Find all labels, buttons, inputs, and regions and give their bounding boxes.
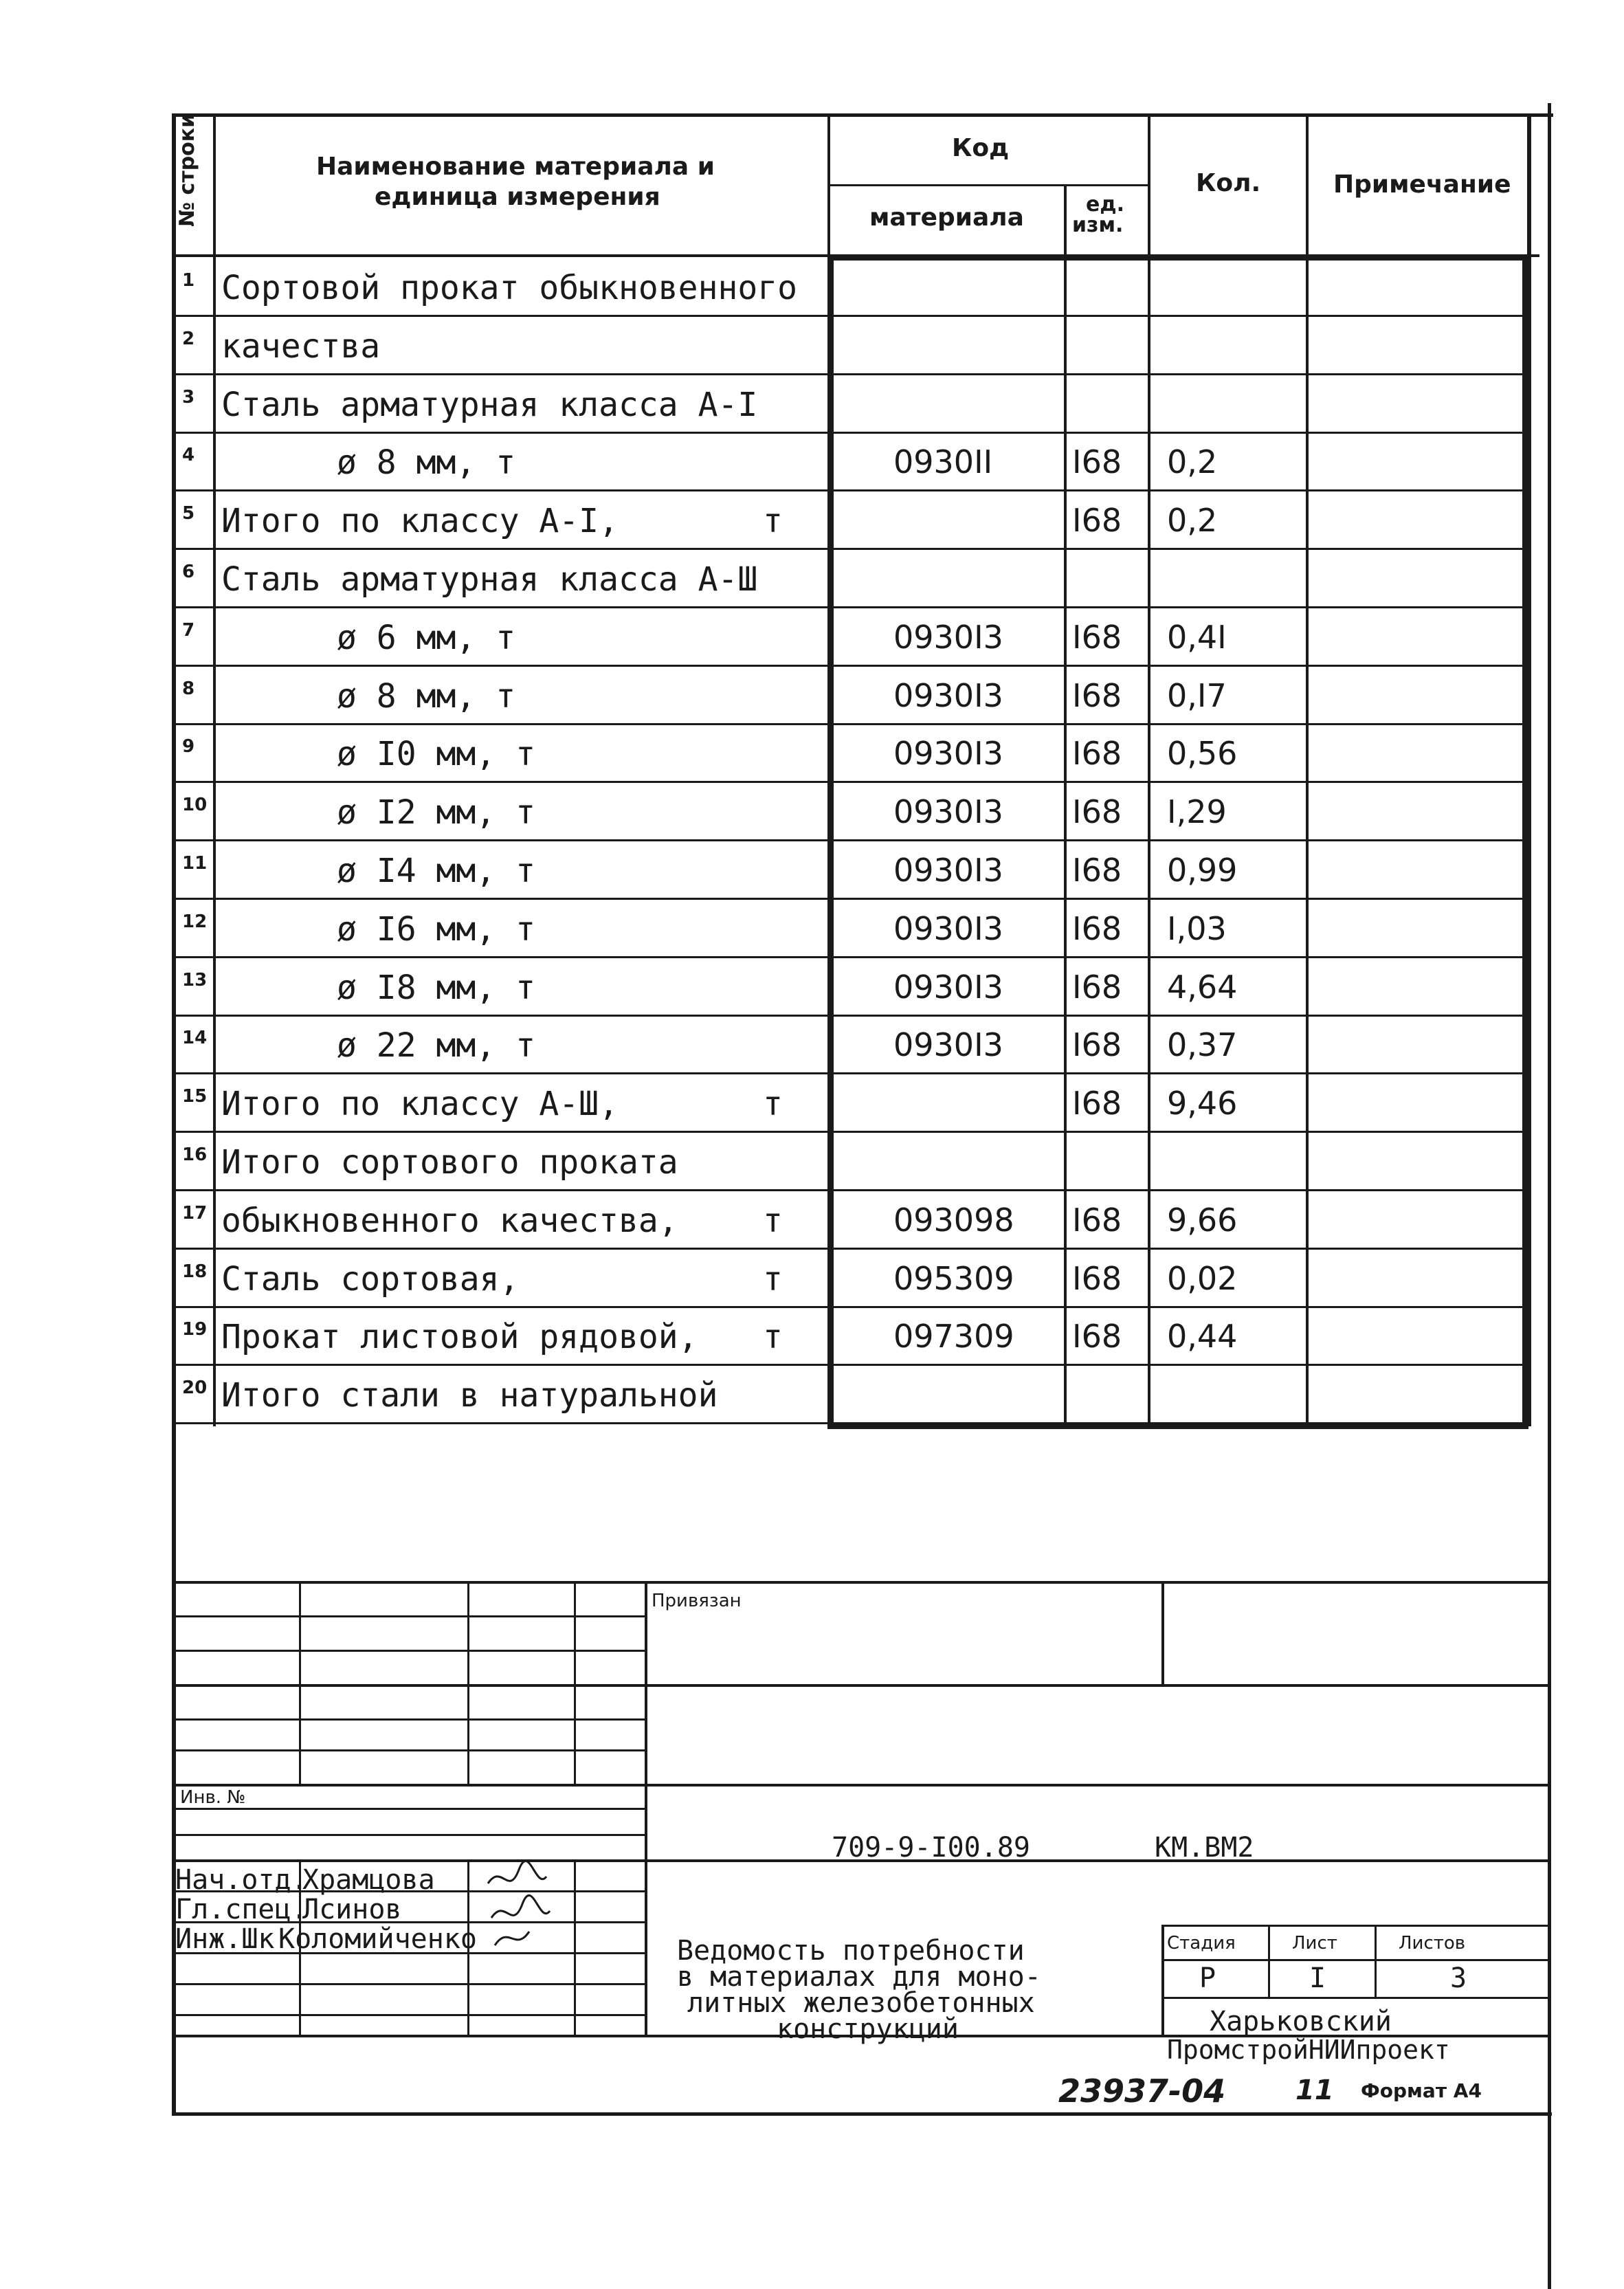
- note-header: Примечание: [1333, 170, 1511, 199]
- row-number: 9: [182, 736, 195, 757]
- quantity: 9,46: [1167, 1085, 1238, 1122]
- material-code: 0930I3: [893, 852, 1003, 889]
- staff-name: Лсинов: [302, 1894, 402, 1925]
- row-number: 13: [182, 970, 208, 991]
- row-separator: [172, 1248, 1529, 1250]
- staff-name: Коломийченко: [278, 1923, 477, 1955]
- row-number: 18: [182, 1261, 208, 1282]
- quantity: 0,56: [1167, 735, 1238, 772]
- quantity: 4,64: [1167, 969, 1238, 1006]
- row-number: 17: [182, 1203, 208, 1224]
- material-name: Сталь сортовая,: [221, 1260, 520, 1298]
- row-number: 2: [182, 329, 195, 349]
- row-separator: [172, 956, 1529, 958]
- unit-suffix: т: [763, 1085, 783, 1123]
- tb-stage-vline: [1375, 1925, 1377, 1997]
- doc-title-line2: в материалах для моно-: [677, 1961, 1041, 1993]
- tb-vline: [467, 1581, 469, 1784]
- tb-left-row: [172, 1834, 646, 1836]
- quantity: 0,37: [1167, 1026, 1238, 1063]
- unit-code: I68: [1072, 1318, 1122, 1355]
- quantity: 9,66: [1167, 1202, 1238, 1239]
- unit-code: I68: [1072, 793, 1122, 830]
- row-number: 4: [182, 445, 195, 465]
- col-line-unit: [1064, 184, 1067, 1426]
- unit-suffix: т: [763, 1318, 783, 1356]
- material-name: ø 6 мм, т: [337, 619, 516, 657]
- row-number: 5: [182, 503, 195, 524]
- material-code: 095309: [893, 1260, 1014, 1297]
- row-separator: [172, 489, 1529, 491]
- frame-bottom: [172, 2112, 1552, 2116]
- doc-title-line4: конструкций: [777, 2013, 959, 2045]
- material-name: ø I6 мм, т: [337, 910, 535, 949]
- unit-code: I68: [1072, 443, 1122, 480]
- doc-title-line1: Ведомость потребности: [677, 1935, 1025, 1967]
- material-name: обыкновенного качества,: [221, 1202, 678, 1240]
- material-name: Сортовой прокат обыкновенного: [221, 269, 798, 307]
- tb-line: [172, 1784, 1550, 1787]
- row-number: 11: [182, 853, 208, 874]
- page-number: 11: [1295, 2075, 1334, 2106]
- frame-left: [172, 113, 176, 2114]
- tb-stage-line: [1161, 1997, 1550, 1999]
- row-separator: [172, 373, 1529, 375]
- frame-right: [1548, 103, 1551, 2289]
- row-separator: [172, 665, 1529, 667]
- unit-code: I68: [1072, 852, 1122, 889]
- quantity: 0,2: [1167, 502, 1218, 539]
- unit-suffix: т: [763, 1260, 783, 1298]
- row-separator: [172, 315, 1529, 317]
- row-separator: [172, 1131, 1529, 1133]
- unit-code: I68: [1072, 969, 1122, 1006]
- sheets-value: 3: [1450, 1962, 1467, 1994]
- code-header: Код: [952, 134, 1010, 162]
- tb-vline: [574, 1581, 576, 1784]
- row-separator: [172, 1072, 1529, 1074]
- privyazan-label: Привязан: [652, 1591, 742, 1611]
- data-box-left: [827, 254, 834, 1428]
- inv-no-label: Инв. №: [180, 1787, 246, 1808]
- tb-vline: [1161, 1925, 1164, 2035]
- unit-code: I68: [1072, 910, 1122, 947]
- row-number: 19: [182, 1319, 208, 1340]
- material-header: материала: [869, 203, 1024, 232]
- unit-suffix: т: [763, 1202, 783, 1240]
- tb-left-row: [172, 1808, 646, 1810]
- row-number: 8: [182, 678, 195, 699]
- row-number-header: № строки: [175, 113, 199, 227]
- tb-vline: [299, 1581, 301, 1784]
- sheets-label: Листов: [1399, 1933, 1466, 1954]
- quantity: 0,44: [1167, 1318, 1238, 1355]
- row-separator: [172, 1422, 1529, 1424]
- format-label: Формат А4: [1361, 2079, 1482, 2102]
- unit-code: I68: [1072, 677, 1122, 714]
- staff-role: Нач.отд.: [175, 1864, 308, 1896]
- unit-code: I68: [1072, 619, 1122, 656]
- row-separator: [172, 1189, 1529, 1191]
- stage-label: Стадия: [1167, 1933, 1236, 1954]
- row-separator: [172, 432, 1529, 434]
- name-header-line2: единица измерения: [375, 183, 660, 211]
- material-code: 093098: [893, 1202, 1014, 1239]
- material-code: 097309: [893, 1318, 1014, 1355]
- quantity: 0,4I: [1167, 619, 1227, 656]
- unit-header-line2: изм.: [1072, 213, 1124, 237]
- sheet-value: I: [1309, 1962, 1326, 1994]
- material-name: Сталь арматурная класса А-I: [221, 386, 758, 424]
- signatures: [481, 1856, 591, 1952]
- material-name: ø I0 мм, т: [337, 735, 535, 773]
- row-number: 14: [182, 1028, 208, 1048]
- material-code: 0930I3: [893, 619, 1003, 656]
- doc-code: 709-9-I00.89: [832, 1832, 1030, 1864]
- material-name: ø I2 мм, т: [337, 793, 535, 832]
- row-number: 15: [182, 1086, 208, 1107]
- tb-vline-main: [645, 1581, 647, 2036]
- quantity: I,03: [1167, 910, 1227, 947]
- row-separator: [172, 1015, 1529, 1017]
- unit-code: I68: [1072, 1202, 1122, 1239]
- row-number: 16: [182, 1144, 208, 1165]
- col-line-rowno: [213, 113, 216, 1426]
- quantity: 0,02: [1167, 1260, 1238, 1297]
- tb-line-top: [172, 1581, 1550, 1584]
- tb-vline: [1161, 1581, 1164, 1684]
- staff-role: Гл.спец.: [175, 1894, 308, 1925]
- quantity: I,29: [1167, 793, 1227, 830]
- material-code: 0930I3: [893, 1026, 1003, 1063]
- code-sub-line: [827, 184, 1150, 186]
- row-separator: [172, 606, 1529, 608]
- material-code: 0930I3: [893, 677, 1003, 714]
- data-box-top: [827, 254, 1528, 261]
- stage-value: Р: [1199, 1962, 1216, 1994]
- material-code: 0930I3: [893, 910, 1003, 947]
- material-name: Итого сортового проката: [221, 1143, 678, 1182]
- unit-suffix: т: [763, 502, 783, 540]
- doc-mark: КМ.ВМ2: [1155, 1832, 1254, 1864]
- name-header-line1: Наименование материала и: [316, 153, 715, 181]
- unit-code: I68: [1072, 502, 1122, 539]
- row-separator: [172, 781, 1529, 783]
- material-name: ø 8 мм, т: [337, 443, 516, 482]
- quantity: 0,I7: [1167, 677, 1227, 714]
- unit-code: I68: [1072, 1260, 1122, 1297]
- staff-name: Храмцова: [302, 1864, 435, 1896]
- row-separator: [172, 1306, 1529, 1308]
- material-name: Итого по классу А-Ш,: [221, 1085, 619, 1123]
- staff-role: Инж.Шк: [175, 1923, 275, 1955]
- row-separator: [172, 839, 1529, 841]
- qty-header: Кол.: [1196, 169, 1261, 197]
- row-number: 6: [182, 562, 195, 582]
- tb-stage-vline: [1268, 1925, 1270, 1997]
- row-separator: [172, 548, 1529, 550]
- row-separator: [172, 898, 1529, 900]
- row-number: 7: [182, 620, 195, 641]
- sheet-label: Лист: [1292, 1933, 1337, 1954]
- material-code: 0930I3: [893, 793, 1003, 830]
- material-code: 0930I3: [893, 735, 1003, 772]
- row-number: 3: [182, 387, 195, 408]
- row-number: 10: [182, 795, 208, 815]
- unit-code: I68: [1072, 1085, 1122, 1122]
- row-number: 1: [182, 270, 195, 291]
- row-separator: [172, 723, 1529, 725]
- material-name: Итого стали в натуральной: [221, 1376, 718, 1415]
- frame-top: [172, 113, 1553, 117]
- col-line-note: [1306, 113, 1309, 1426]
- quantity: 0,2: [1167, 443, 1218, 480]
- material-name: ø 22 мм, т: [337, 1026, 535, 1065]
- doc-title-line3: литных железобетонных: [687, 1987, 1035, 2019]
- data-box-right: [1522, 254, 1528, 1428]
- material-name: Сталь арматурная класса А-Ш: [221, 560, 758, 599]
- archive-number: 23937-04: [1058, 2072, 1226, 2110]
- tb-stage-line: [1161, 1959, 1550, 1961]
- tb-stage-line: [1161, 1925, 1550, 1927]
- tb-line: [172, 1684, 1550, 1687]
- material-code: 0930I3: [893, 969, 1003, 1006]
- material-name: ø I8 мм, т: [337, 969, 535, 1007]
- material-name: ø I4 мм, т: [337, 852, 535, 890]
- material-name: Прокат листовой рядовой,: [221, 1318, 698, 1356]
- org-line1: Харьковский: [1210, 2006, 1392, 2037]
- unit-code: I68: [1072, 1026, 1122, 1063]
- org-line2: ПромстройНИИпроект: [1167, 2035, 1450, 2065]
- material-name: качества: [221, 327, 381, 366]
- quantity: 0,99: [1167, 852, 1238, 889]
- material-code: 0930II: [893, 443, 993, 480]
- row-number: 20: [182, 1378, 208, 1398]
- material-name: ø 8 мм, т: [337, 677, 516, 716]
- unit-header-line1: ед.: [1086, 192, 1124, 217]
- material-name: Итого по классу А-I,: [221, 502, 619, 540]
- col-line-qty: [1148, 113, 1150, 1426]
- row-number: 12: [182, 911, 208, 932]
- row-separator: [172, 1364, 1529, 1366]
- unit-code: I68: [1072, 735, 1122, 772]
